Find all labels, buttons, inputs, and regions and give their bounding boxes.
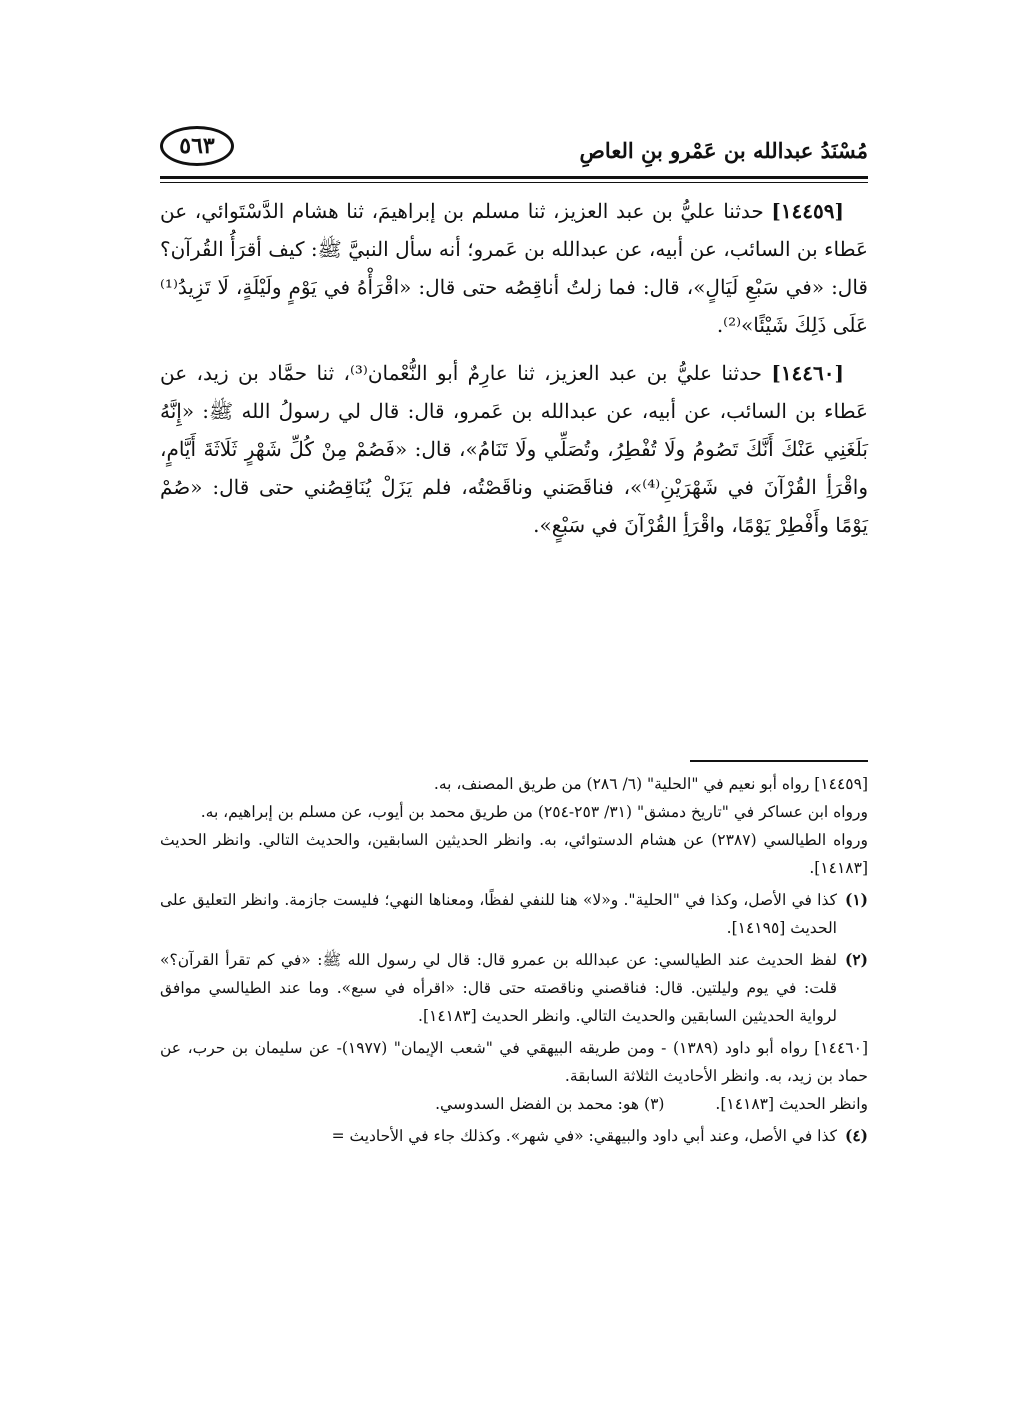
running-title: مُسْنَدُ عبدالله بن عَمْرو بنِ العاصِ xyxy=(579,138,868,163)
footnote-text: وانظر الحديث [١٤١٨٣]. xyxy=(715,1095,868,1113)
footnote xyxy=(160,770,868,882)
footnote-text: ورواه ابن عساكر في "تاريخ دمشق" (٣١/ ٢٥٣-٢٥٤) من طريق محمد بن أيوب، عن مسلم بن إبراهيم، به. xyxy=(200,803,868,821)
page-number-badge: ٥٦٣ xyxy=(160,126,234,166)
footnote-marker: (١) xyxy=(844,890,868,909)
hadith-text: حدثنا عليُّ بن عبد العزيز، ثنا عارِمٌ أبو النُّعْمان⁽³⁾، ثنا حمَّاد بن زيد، عن عَطاء بن السائب، عن أبيه، عن عبدالله بن عَمرو، قال: قال لي رسولُ الله ﷺ: «إِنَّهُ بَلَغَنِي عَنْكَ أَنَّكَ تَصُومُ ولَا تُفْطِرُ، وتُصَلِّي ولَا تَنَامُ»، قال: «فَصُمْ مِنْ كُلِّ شَهْرٍ ثَلَاثَةَ أَيَّامٍ، واقْرَأِ القُرْآنَ في شَهْرَيْنِ⁽⁴⁾»، فناقَصَني وناقَصْتُه، فلم يَزَلْ يُنَاقِصُني حتى قال: «صُمْ يَوْمًا وأَفْطِرْ يَوْمًا، واقْرَأِ القُرْآنَ في سَبْعٍ». xyxy=(160,361,868,537)
header-rule-thick xyxy=(160,176,868,179)
footnote-inline-ref: (٣) هو: محمد بن الفضل السدوسي. xyxy=(435,1095,665,1113)
footnotes xyxy=(160,770,868,1154)
hadith-number: [١٤٤٦٠] xyxy=(771,361,844,385)
page-header xyxy=(160,120,868,178)
footnote-marker: (٢) xyxy=(844,950,868,969)
hadith-paragraph xyxy=(160,354,868,544)
footnote-marker: (٤) xyxy=(844,1126,868,1145)
header-rule-thin xyxy=(160,182,868,183)
main-text xyxy=(160,192,868,554)
footnote-text: [١٤٤٥٩] رواه أبو نعيم في "الحلية" (٦/ ٢٨٦) من طريق المصنف، به. xyxy=(433,775,868,793)
document-page xyxy=(160,120,868,1300)
footnote-text: [١٤٤٦٠] رواه أبو داود (١٣٨٩) - ومن طريقه البيهقي في "شعب الإيمان" (١٩٧٧)- عن سليمان بن حرب، عن حماد بن زيد، به. وانظر الأحاديث الثلاثة السابقة. xyxy=(160,1039,868,1085)
hadith-text: حدثنا عليُّ بن عبد العزيز، ثنا مسلم بن إبراهيمَ، ثنا هشام الدَّسْتَوائي، عن عَطاء بن السائب، عن أبيه، عن عبدالله بن عَمرو؛ أنه سأل النبيَّ ﷺ: كيف أقرَأُ القُرآن؟ قال: «في سَبْعِ لَيَالٍ»، قال: فما زلتُ أناقِصُه حتى قال: «اقْرَأْهُ في يَوْمٍ ولَيْلَةٍ، لَا تَزِيدُ⁽¹⁾ عَلَى ذَلِكَ شَيْئًا»⁽²⁾. xyxy=(160,199,868,337)
footnote-text: كذا في الأصل، وعند أبي داود والبيهقي: «في شهر». وكذلك جاء في الأحاديث = xyxy=(331,1127,837,1145)
footnote xyxy=(160,1122,868,1150)
footnote xyxy=(160,886,868,942)
footnote-separator xyxy=(690,760,868,762)
hadith-paragraph xyxy=(160,192,868,344)
footnote xyxy=(160,946,868,1030)
footnote-text: كذا في الأصل، وكذا في "الحلية". و«لا» هنا للنفي لفظًا، ومعناها النهي؛ فليست جازمة. وانظر التعليق على الحديث [١٤١٩٥]. xyxy=(160,891,837,937)
footnote xyxy=(160,1034,868,1118)
footnote-text: لفظ الحديث عند الطيالسي: عن عبدالله بن عمرو قال: قال لي رسول الله ﷺ: «في كم تقرأ القرآن؟» قلت: في يوم وليلتين. قال: فناقصني وناقصته حتى قال: «اقرأه في سبع». وما عند الطيالسي موافق لرواية الحديثين السابقين والحديث التالي. وانظر الحديث [١٤١٨٣]. xyxy=(160,951,837,1025)
hadith-number: [١٤٤٥٩] xyxy=(771,199,844,223)
footnote-text: ورواه الطيالسي (٢٣٨٧) عن هشام الدستوائي، به. وانظر الحديثين السابقين، والحديث التالي. وانظر الحديث [١٤١٨٣]. xyxy=(160,831,868,877)
